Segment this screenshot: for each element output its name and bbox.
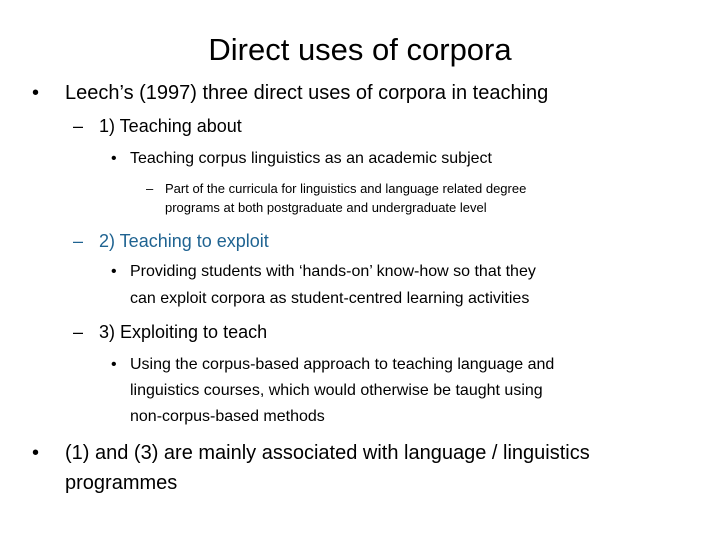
bullet-icon: • [111,150,117,167]
sub-item-text: 3) Exploiting to teach [99,322,268,342]
dash-icon: – [73,116,84,136]
bullet-icon: • [111,263,117,280]
bullet-icon: • [111,356,117,373]
bullet-text: (1) and (3) are mainly associated with language / linguistics [65,442,590,464]
slide-title: Direct uses of corpora [208,32,512,67]
sub-item-text: 2) Teaching to exploit [99,231,269,251]
bullet-icon: • [32,82,40,104]
sub-item-text: 1) Teaching about [99,116,242,136]
dash-icon: – [73,231,84,251]
dash-icon: – [146,181,154,196]
sub-bullet-text: non-corpus-based methods [130,408,325,425]
sub-bullet-text: can exploit corpora as student-centred learning activities [130,290,530,307]
bullet-text: Leech’s (1997) three direct uses of corpora in teaching [65,82,549,104]
bullet-icon: • [32,442,40,464]
sub-bullet-text: Teaching corpus linguistics as an academic subject [130,150,492,167]
detail-text: programs at both postgraduate and undergraduate level [165,200,487,215]
sub-bullet-text: linguistics courses, which would otherwise be taught using [130,382,543,399]
detail-text: Part of the curricula for linguistics and language related degree [165,181,527,196]
sub-bullet-text: Providing students with ‘hands-on’ know-how so that they [130,263,536,280]
dash-icon: – [73,322,84,342]
bullet-text: programmes [65,472,178,494]
sub-bullet-text: Using the corpus-based approach to teaching language and [130,356,555,373]
